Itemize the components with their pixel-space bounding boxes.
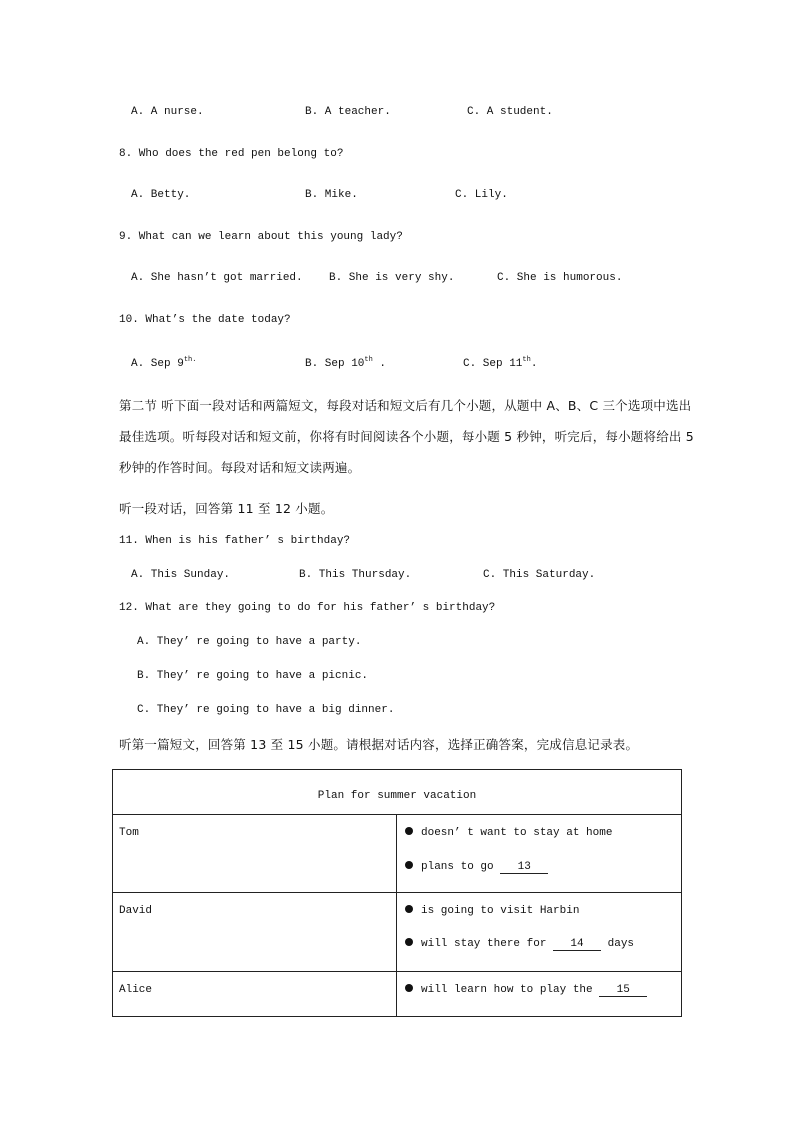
passage1-intro: 听第一篇短文，回答第 13 至 15 小题。请根据对话内容，选择正确答案，完成信息记录表。 xyxy=(119,737,639,752)
q9-question: 9. What can we learn about this young lady? xyxy=(119,231,403,243)
section2-instruction-line1: 第二节 听下面一段对话和两篇短文，每段对话和短文后有几个小题，从题中 A、B、C 三个选项中选出 xyxy=(119,398,692,413)
plan-item: will learn how to play the 15 xyxy=(405,984,647,997)
answer-blank-15[interactable]: 15 xyxy=(599,984,647,997)
answer-blank-14[interactable]: 14 xyxy=(553,938,601,951)
q12-option-c: C. They’ re going to have a big dinner. xyxy=(137,704,395,716)
person-name-david: David xyxy=(119,905,153,917)
q10-option-c: C. Sep 11th. xyxy=(463,356,538,370)
person-name-tom: Tom xyxy=(119,827,139,839)
bullet-icon xyxy=(405,984,413,992)
answer-blank-13[interactable]: 13 xyxy=(500,861,548,874)
table-title-row xyxy=(113,770,682,815)
person-name-alice: Alice xyxy=(119,984,153,996)
q7-option-c: C. A student. xyxy=(467,106,553,118)
bullet-icon xyxy=(405,938,413,946)
section2-instruction-line3: 秒钟的作答时间。每段对话和短文读两遍。 xyxy=(119,460,361,475)
q10-option-a: A. Sep $9^{th.}$ xyxy=(131,356,197,370)
q10-question: 10. What’s the date today? xyxy=(119,314,291,326)
plan-item: is going to visit Harbin xyxy=(405,905,579,917)
bullet-icon xyxy=(405,861,413,869)
summer-plan-table xyxy=(112,769,682,1017)
dialogue-intro: 听一段对话，回答第 11 至 12 小题。 xyxy=(119,501,334,516)
table-row xyxy=(113,972,682,1017)
q7-option-b: B. A teacher. xyxy=(305,106,391,118)
plan-item: plans to go 13 xyxy=(405,861,548,874)
table-row xyxy=(113,815,682,893)
plan-item: doesn’ t want to stay at home xyxy=(405,827,612,839)
q9-option-c: C. She is humorous. xyxy=(497,272,623,284)
q11-question: 11. When is his father’ s birthday? xyxy=(119,535,351,547)
q12-option-b: B. They’ re going to have a picnic. xyxy=(137,670,369,682)
bullet-icon xyxy=(405,905,413,913)
bullet-icon xyxy=(405,827,413,835)
q7-option-a: A. A nurse. xyxy=(131,106,204,118)
q12-question: 12. What are they going to do for his father’ s birthday? xyxy=(119,602,496,614)
q8-question: 8. Who does the red pen belong to? xyxy=(119,148,344,160)
table-title: Plan for summer vacation xyxy=(317,789,477,802)
plan-item: will stay there for 14 days xyxy=(405,938,634,951)
q8-option-b: B. Mike. xyxy=(305,189,358,201)
q12-option-a: A. They’ re going to have a party. xyxy=(137,636,362,648)
q9-option-a: A. She hasn’t got married. xyxy=(131,272,303,284)
q8-option-c: C. Lily. xyxy=(455,189,508,201)
q9-option-b: B. She is very shy. xyxy=(329,272,455,284)
q11-option-b: B. This Thursday. xyxy=(299,569,412,581)
q11-option-c: C. This Saturday. xyxy=(483,569,596,581)
q8-option-a: A. Betty. xyxy=(131,189,191,201)
table-row xyxy=(113,893,682,972)
section2-instruction-line2: 最佳选项。听每段对话和短文前，你将有时间阅读各个小题，每小题 5 秒钟，听完后，每小题将给出 5 xyxy=(119,429,694,444)
q10-option-b: B. Sep 10th . xyxy=(305,356,387,370)
q11-option-a: A. This Sunday. xyxy=(131,569,231,581)
